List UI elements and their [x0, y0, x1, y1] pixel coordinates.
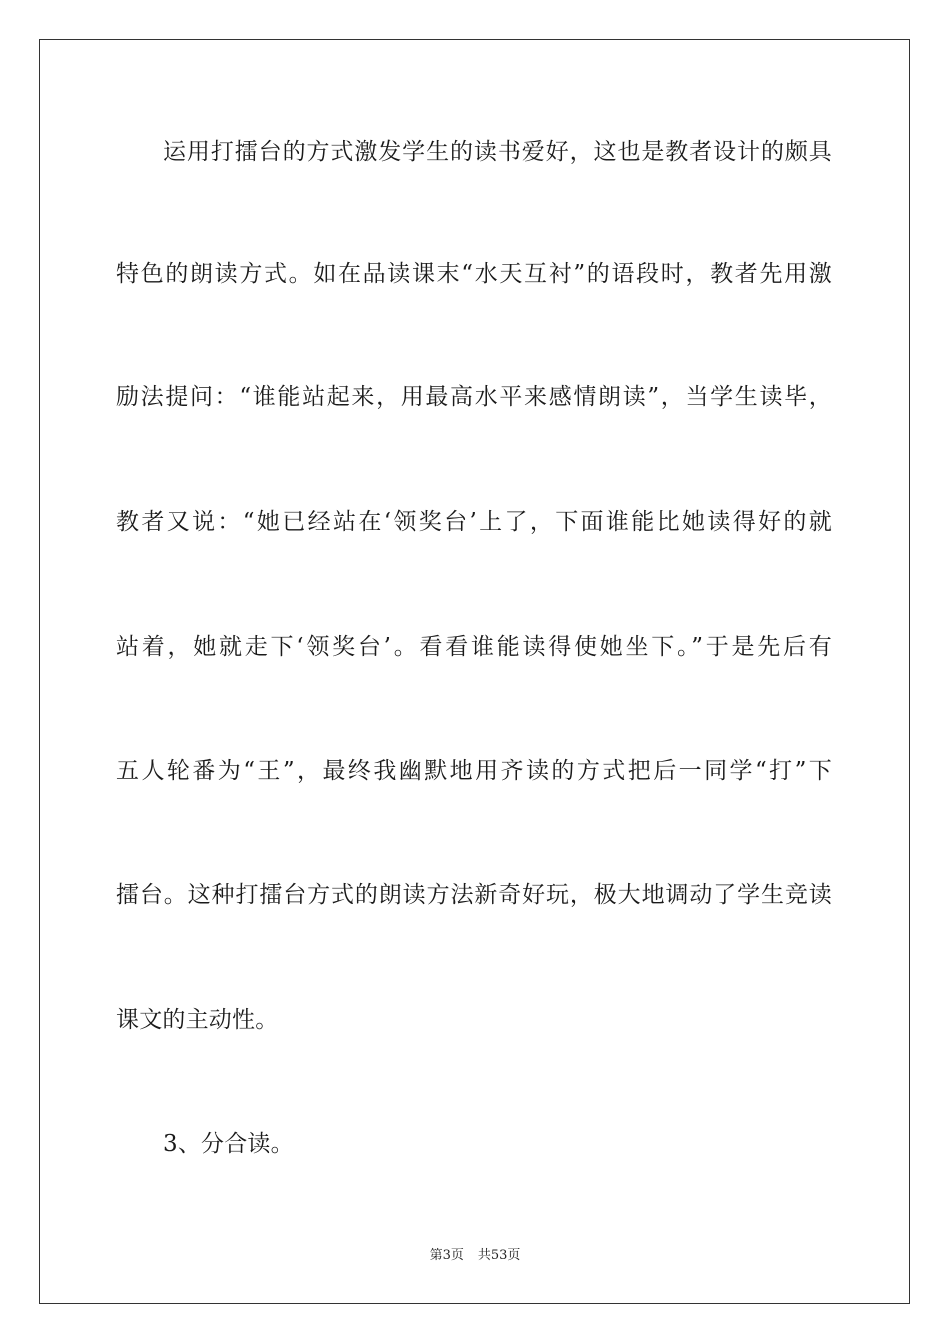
paragraph-line-4: 教者又说：“她已经站在‘领奖台’上了，下面谁能比她读得好的就 [116, 509, 832, 535]
page-border [39, 39, 910, 1304]
section-heading: 3、分合读。 [163, 1131, 294, 1157]
page-total: 共53页 [477, 1248, 521, 1263]
paragraph-line-7: 擂台。这种打擂台方式的朗读方法新奇好玩，极大地调动了学生竞读 [116, 882, 832, 908]
page-footer [0, 1247, 950, 1265]
paragraph-line-8: 课文的主动性。 [116, 1007, 279, 1033]
paragraph-line-3: 励法提问：“谁能站起来，用最高水平来感情朗读”，当学生读毕， [116, 384, 832, 410]
page-number: 第3页 [429, 1248, 464, 1263]
paragraph-line-2: 特色的朗读方式。如在品读课末“水天互衬”的语段时，教者先用激 [116, 261, 832, 287]
paragraph-line-5: 站着，她就走下‘领奖台’。看看谁能读得使她坐下。”于是先后有 [116, 634, 832, 660]
paragraph-line-1: 运用打擂台的方式激发学生的读书爱好，这也是教者设计的颇具 [163, 139, 832, 165]
paragraph-line-6: 五人轮番为“王”，最终我幽默地用齐读的方式把后一同学“打”下 [116, 758, 832, 784]
